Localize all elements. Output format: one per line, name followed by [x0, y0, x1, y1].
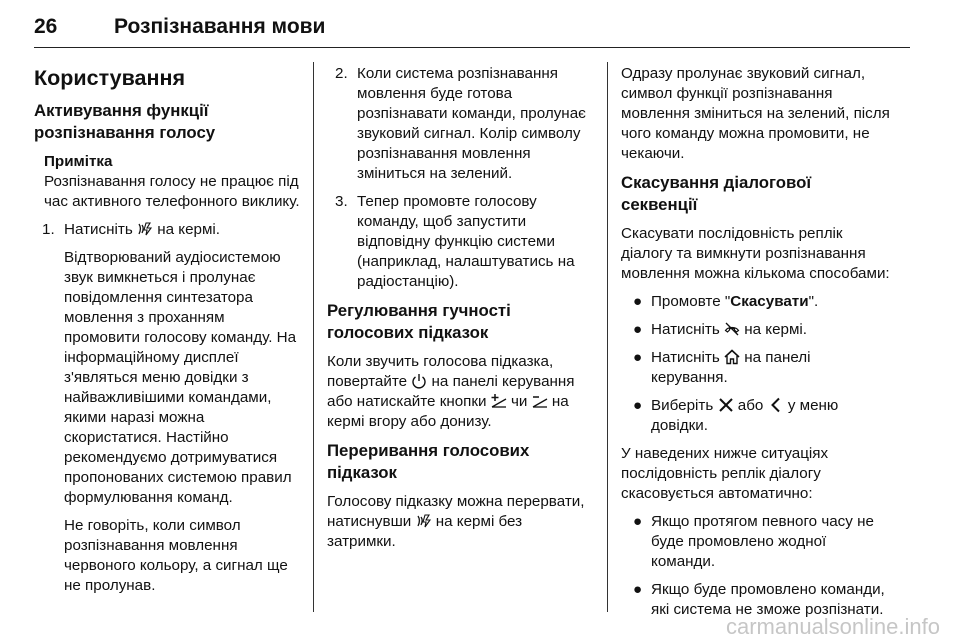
heading-line-2: підказок — [327, 463, 397, 482]
bullet-dot: ● — [633, 397, 643, 414]
cancel-intro: Скасувати послідовність реплік діалогу та вимкнути розпізнавання мовлення можна кількома способами: — [621, 225, 890, 282]
bullet-item — [621, 292, 891, 312]
heading-volume — [327, 300, 592, 344]
column-3 — [621, 64, 891, 628]
bullet-item — [621, 512, 891, 572]
hang-up-icon — [724, 321, 740, 337]
voice-recognition-icon — [416, 513, 432, 529]
heading-line-1: Регулювання гучності — [327, 301, 511, 320]
heading-interrupt — [327, 440, 592, 484]
intro-paragraph: Одразу пролунає звуковий сигнал, символ функції розпізнавання мовлення зміниться на зелений, після чого команду можна промовити, не чекаючи. — [621, 65, 890, 162]
step-1-description: Відтворюваний аудіосистемою звук вимкнеться і пролунає повідомлення синтезатора мовлення з проханням промовити голосову команду. На інформаційному дисплеї з'являться меню довідки з найважливішими командами, якими наразі можна скористатися. Настійно рекомендуємо дотримуватися пропонованих системою правил формулювання команд. — [64, 249, 297, 506]
voice-recognition-icon — [137, 221, 153, 237]
command-word: Скасувати — [730, 293, 809, 310]
section-heading-usage: Користування — [34, 66, 185, 90]
heading-cancel — [621, 172, 891, 216]
column-divider-1 — [313, 62, 314, 612]
step-3 — [327, 192, 592, 292]
page-title: Розпізнавання мови — [114, 15, 326, 38]
page-number: 26 — [34, 15, 58, 38]
text-run: або — [737, 397, 764, 414]
volume-paragraph — [327, 352, 592, 432]
note-text: Розпізнавання голосу не працює під час активного телефонного виклику. — [44, 173, 300, 210]
bullet-dot: ● — [633, 293, 643, 310]
text-run: Якщо буде промовлено команди, які система не зможе розпізнати. — [651, 581, 885, 618]
heading-line-2: секвенції — [621, 195, 698, 214]
heading-line-2: голосових підказок — [327, 323, 489, 342]
column-divider-2 — [607, 62, 608, 612]
text-run: Натисніть — [651, 349, 720, 366]
back-chevron-icon — [768, 397, 784, 413]
volume-up-icon — [491, 393, 507, 409]
step-number: 2. — [335, 65, 348, 82]
text-run: Натисніть — [651, 321, 720, 338]
bullet-item — [621, 396, 891, 436]
step-1-warning: Не говоріть, коли символ розпізнавання мовлення червоного кольору, а сигнал ще не пролунав. — [64, 517, 288, 594]
page-header — [34, 14, 910, 54]
header-divider — [34, 47, 910, 48]
subheading-line-2: розпізнавання голосу — [34, 123, 216, 142]
bullet-dot: ● — [633, 513, 643, 530]
step-text: Коли система розпізнавання мовлення буде готова розпізнавати команди, пролунає звуковий сигнал. Колір символу розпізнавання мовлення зміниться на зелений. — [357, 65, 586, 182]
step-number: 1. — [42, 221, 55, 238]
text-run: на кермі без затримки. — [327, 513, 523, 550]
note-title: Примітка — [44, 153, 113, 170]
home-icon — [724, 349, 740, 365]
text-run: на панелі керування. — [651, 349, 811, 386]
step-text: Тепер промовте голосову команду, щоб запустити відповідну функцію системи (наприклад, налаштуватись на радіостанцію). — [357, 193, 575, 290]
heading-line-1: Скасування діалогової — [621, 173, 812, 192]
column-2 — [327, 64, 592, 560]
step-1 — [34, 220, 304, 240]
text-run: ". — [808, 293, 819, 310]
text-run: Якщо протягом певного часу не буде промовлено жодної команди. — [651, 513, 874, 570]
power-knob-icon — [411, 373, 427, 389]
text-run: Коли звучить голосова підказка, повертайте — [327, 353, 554, 390]
step-number: 3. — [335, 193, 348, 210]
bullet-dot: ● — [633, 349, 643, 366]
text-run: чи — [511, 393, 528, 410]
step-2 — [327, 64, 592, 184]
bullet-dot: ● — [633, 581, 643, 598]
close-x-icon — [718, 397, 734, 413]
text-run: у меню довідки. — [651, 397, 839, 434]
text-run: Виберіть — [651, 397, 714, 414]
subheading-activation — [34, 100, 304, 144]
text-run: на кермі. — [744, 321, 808, 338]
text-run: на панелі керування або натискайте кнопки — [327, 373, 575, 410]
step-text-end: на кермі. — [157, 221, 221, 238]
interrupt-paragraph — [327, 492, 592, 552]
step-text: Натисніть — [64, 221, 133, 238]
auto-cancel-intro: У наведених нижче ситуаціях послідовність реплік діалогу скасовується автоматично: — [621, 445, 829, 502]
watermark: carmanualsonline.info — [725, 614, 940, 639]
bullet-dot: ● — [633, 321, 643, 338]
heading-line-1: Переривання голосових — [327, 441, 530, 460]
text-run: Промовте " — [651, 293, 731, 310]
text-run: на кермі вгору або донизу. — [327, 393, 569, 430]
column-1 — [34, 64, 304, 604]
subheading-line-1: Активування функції — [34, 101, 209, 120]
bullet-item — [621, 348, 891, 388]
bullet-item — [621, 320, 891, 340]
note-block — [44, 152, 304, 212]
volume-down-icon — [532, 393, 548, 409]
text-run: Голосову підказку можна перервати, натиснувши — [327, 493, 585, 530]
